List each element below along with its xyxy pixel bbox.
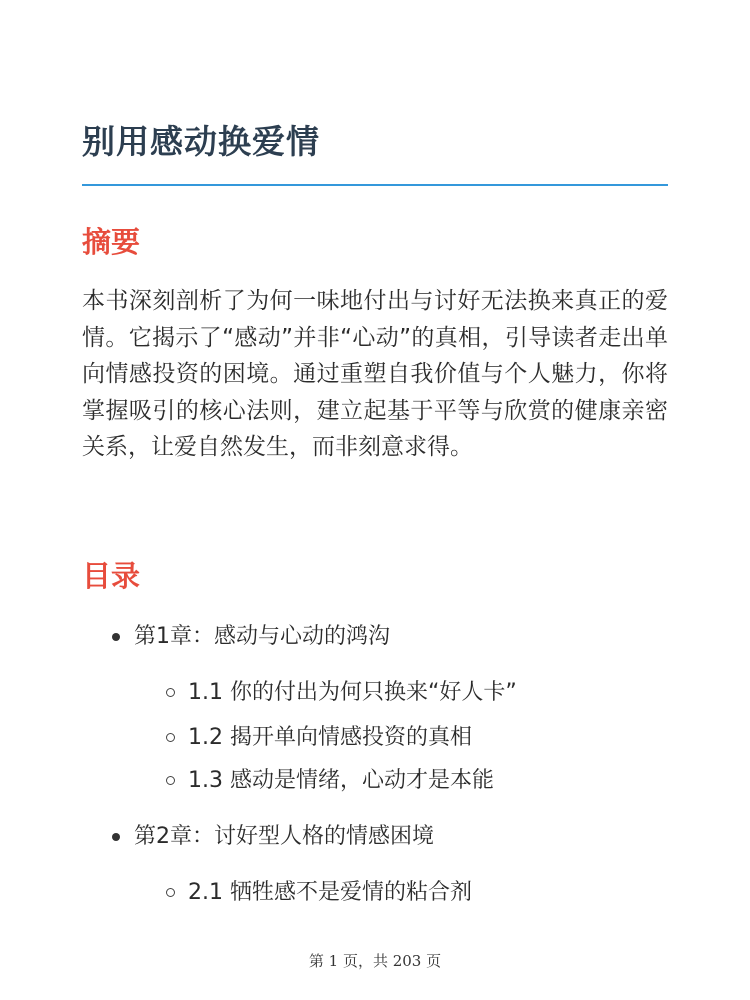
toc-section-label: 1.2 揭开单向情感投资的真相 [188,725,472,750]
hollow-bullet-icon [166,733,175,742]
toc-section-label: 2.1 牺牲感不是爱情的粘合剂 [188,880,472,905]
hollow-bullet-icon [166,888,175,897]
toc-heading: 目录 [82,559,141,593]
toc-section-label: 1.3 感动是情绪，心动才是本能 [188,768,494,793]
abstract-text: 本书深刻剖析了为何一味地付出与讨好无法换来真正的爱情。它揭示了“感动”并非“心动”的真相，引导读者走出单向情感投资的困境。通过重塑自我价值与个人魅力，你将掌握吸引的核心法则，建立起基于平等与欣赏的健康亲密关系，让爱自然发生，而非刻意求得。 [82,288,668,460]
toc-chapter-label: 第2章：讨好型人格的情感困境 [134,824,434,849]
abstract-heading: 摘要 [82,225,141,259]
hollow-bullet-icon [166,776,175,785]
toc-section-label: 1.1 你的付出为何只换来“好人卡” [188,680,517,705]
toc-chapter-label: 第1章：感动与心动的鸿沟 [134,624,390,649]
hollow-bullet-icon [166,688,175,697]
bullet-icon [112,633,120,641]
page-number-footer: 第 1 页，共 203 页 [308,952,442,970]
document-title: 别用感动换爱情 [82,122,320,161]
bullet-icon [112,833,120,841]
title-divider [82,184,668,186]
